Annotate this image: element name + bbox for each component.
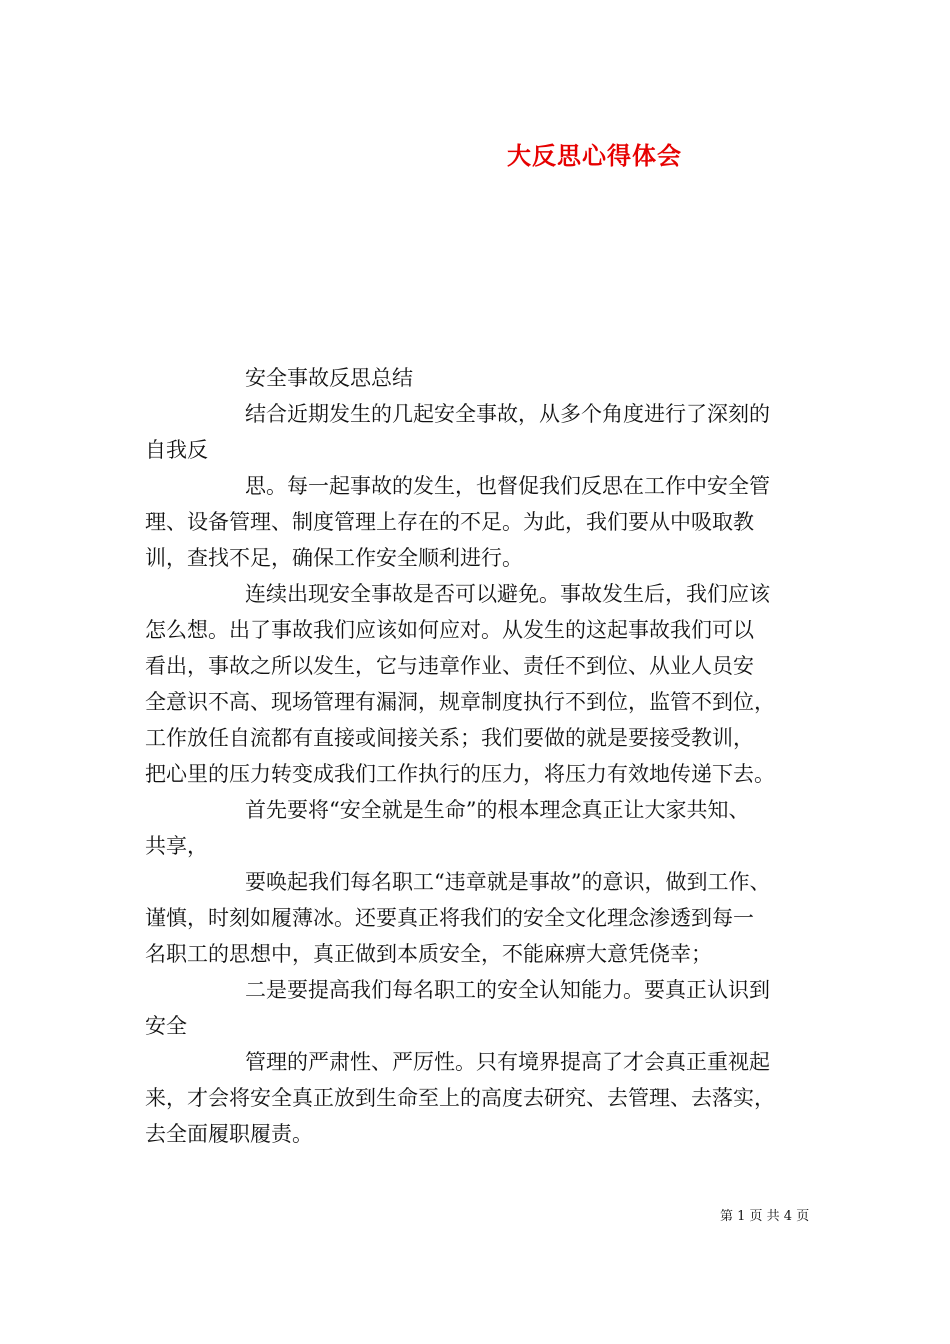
body-line: 要唤起我们每名职工“违章就是事故”的意识，做到工作、: [245, 870, 771, 894]
body-line: 理、设备管理、制度管理上存在的不足。为此，我们要从中吸取教: [145, 510, 754, 534]
body-line: 连续出现安全事故是否可以避免。事故发生后，我们应该: [245, 582, 770, 606]
body-line: 去全面履职履责。: [145, 1122, 313, 1146]
body-line: 把心里的压力转变成我们工作执行的压力，将压力有效地传递下去。: [145, 762, 775, 786]
body-line: 看出，事故之所以发生，它与违章作业、责任不到位、从业人员安: [145, 654, 754, 678]
body-line: 安全: [145, 1014, 187, 1038]
body-line: 全意识不高、现场管理有漏洞，规章制度执行不到位，监管不到位，: [145, 690, 775, 714]
body-line: 训，查找不足，确保工作安全顺利进行。: [145, 546, 523, 570]
document-title: 大反思心得体会: [507, 141, 682, 170]
body-line: 安全事故反思总结: [245, 366, 413, 390]
body-line: 思。每一起事故的发生，也督促我们反思在工作中安全管: [245, 474, 770, 498]
body-line: 自我反: [145, 438, 208, 462]
body-line: 来，才会将安全真正放到生命至上的高度去研究、去管理、去落实，: [145, 1086, 775, 1110]
document-body: [145, 360, 825, 1152]
body-line: 怎么想。出了事故我们应该如何应对。从发生的这起事故我们可以: [145, 618, 754, 642]
body-line: 谨慎，时刻如履薄冰。还要真正将我们的安全文化理念渗透到每一: [145, 906, 754, 930]
body-line: 共享，: [145, 834, 208, 858]
body-line: 结合近期发生的几起安全事故，从多个角度进行了深刻的: [245, 402, 770, 426]
body-line: 管理的严肃性、严厉性。只有境界提高了才会真正重视起: [245, 1050, 770, 1074]
body-line: 二是要提高我们每名职工的安全认知能力。要真正认识到: [245, 978, 770, 1002]
page-footer: 第 1 页 共 4 页: [720, 1209, 810, 1224]
body-line: 首先要将“安全就是生命”的根本理念真正让大家共知、: [245, 798, 750, 822]
body-line: 工作放任自流都有直接或间接关系；我们要做的就是要接受教训，: [145, 726, 754, 750]
body-line: 名职工的思想中，真正做到本质安全，不能麻痹大意凭侥幸；: [145, 942, 712, 966]
